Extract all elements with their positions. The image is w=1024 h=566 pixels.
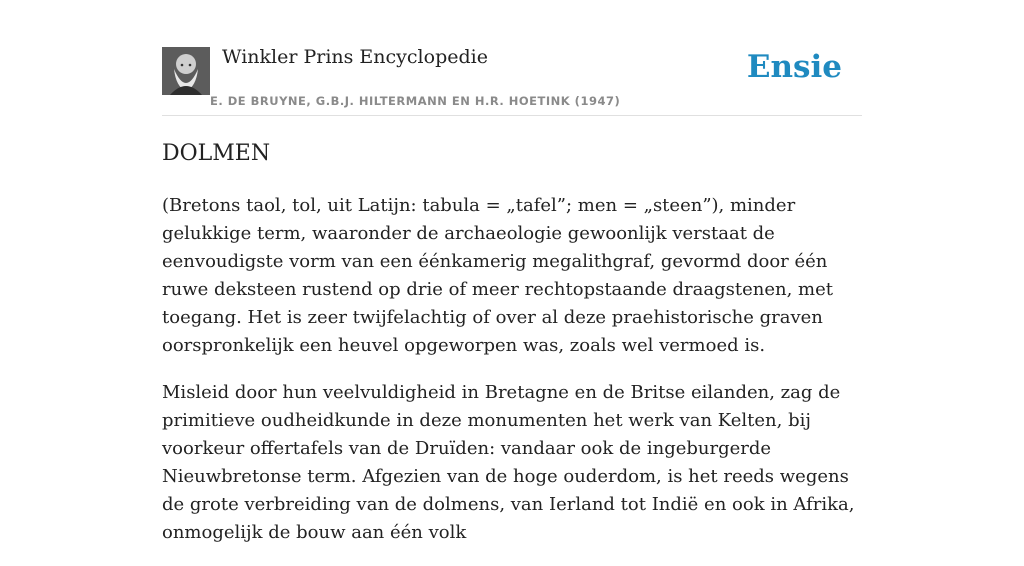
article-paragraph: (Bretons taol, tol, uit Latijn: tabula = „tafel”; men = „steen”), minder gelukkige term, waaronder de archaeologie gewoonlijk verstaat de eenvoudigste vorm van een éénkamerig megalithgraf, gevormd door één ruwe deksteen rustend op drie of meer rechtopstaande draagstenen, met toegang. Het is zeer twijfelachtig of over al deze praehistorische graven oorspronkelijk een heuvel opgeworpen was, zoals wel vermoed is. [162,195,833,356]
source-header [162,0,862,116]
brand-logo[interactable]: Ensie [746,49,842,85]
article-paragraph: Misleid door hun veelvuldigheid in Bretagne en de Britse eilanden, zag de primitieve oudheidkunde in deze monumenten het werk van Kelten, bij voorkeur offertafels van de Druïden: vandaar ook de ingeburgerde Nieuwbretonse term. Afgezien van de hoge ouderdom, is het reeds wegens de grote verbreiding van de dolmens, van Ierland tot Indië en ook in Afrika, onmogelijk de bouw aan één volk [162,382,855,543]
page [162,0,862,543]
source-title[interactable]: Winkler Prins Encyclopedie [222,46,488,68]
author-portrait-icon[interactable] [162,47,210,95]
source-authors: E. DE BRUYNE, G.B.J. HILTERMANN EN H.R. HOETINK (1947) [210,94,621,108]
article-title: DOLMEN [162,141,271,166]
article-body [162,192,862,566]
